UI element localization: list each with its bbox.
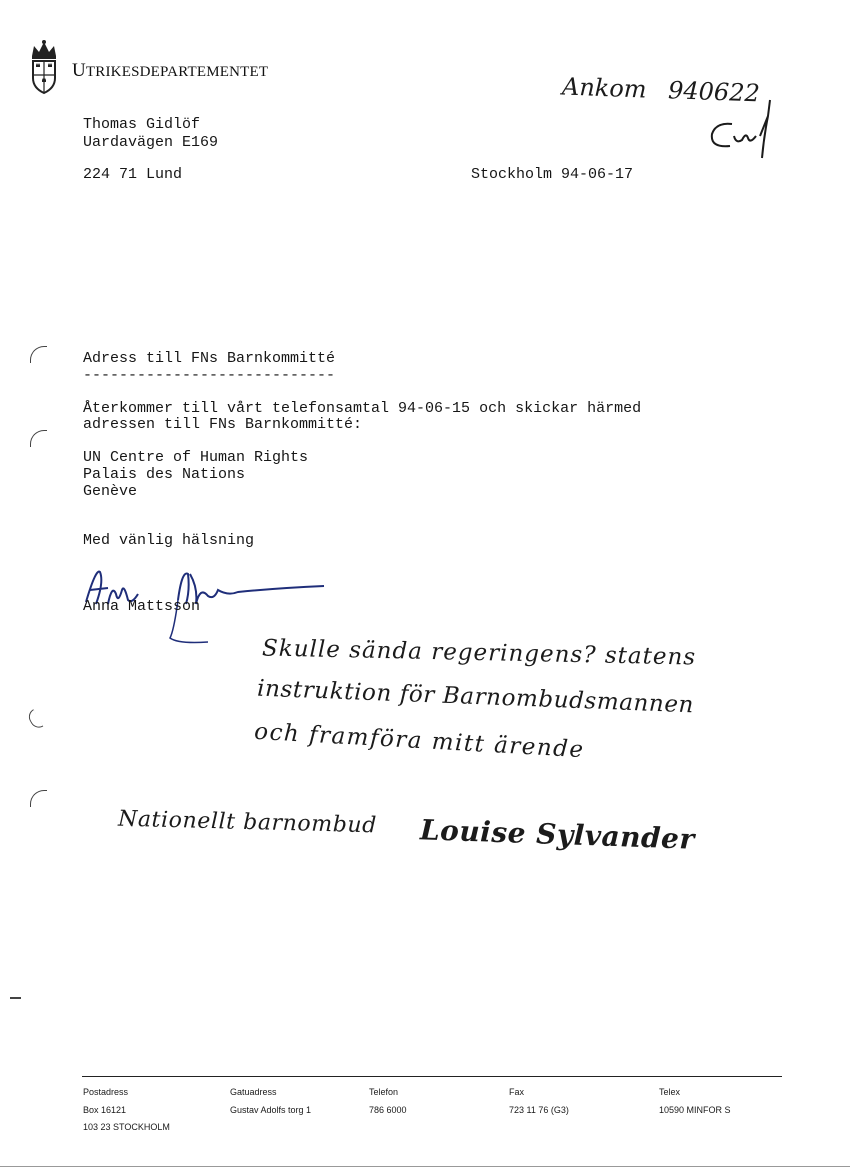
handwritten-note-line-4a: Nationellt barnombud — [117, 806, 378, 839]
place-date: Stockholm 94-06-17 — [471, 166, 634, 183]
footer-gatuadress-line-1: Gustav Adolfs torg 1 — [230, 1105, 312, 1115]
initials-mark-icon — [702, 96, 782, 166]
footer-telefon-line-1: 786 6000 — [369, 1105, 407, 1115]
org-initial: U — [72, 60, 86, 81]
margin-tick — [10, 997, 21, 999]
punch-mark-1 — [30, 346, 47, 363]
closing: Med vänlig hälsning — [83, 532, 255, 549]
recipient-name: Thomas Gidlöf — [83, 116, 201, 133]
arrival-label: Ankom — [561, 72, 648, 104]
address-line-1: UN Centre of Human Rights — [83, 449, 309, 466]
recipient-street: Uardavägen E169 — [83, 134, 219, 151]
body-line-1: Återkommer till vårt telefonsamtal 94-06-15 och skickar härmed — [83, 400, 642, 417]
recipient-postal: 224 71 Lund — [83, 166, 183, 183]
letterhead-org-name — [72, 60, 268, 82]
punch-mark-4 — [30, 790, 47, 807]
footer-fax-line-1: 723 11 76 (G3) — [509, 1105, 569, 1115]
footer-telex-line-1: 10590 MINFOR S — [659, 1105, 731, 1115]
handwritten-note-line-3: och framföra mitt ärende — [253, 718, 586, 764]
handwritten-note-line-2: instruktion för Barnombudsmannen — [256, 675, 695, 719]
subject-title: Adress till FNs Barnkommitté — [83, 350, 336, 367]
footer-label-telex: Telex — [659, 1087, 681, 1097]
arrival-date: 940622 — [667, 76, 761, 108]
crest-icon — [24, 38, 64, 96]
address-line-2: Palais des Nations — [83, 466, 246, 483]
punch-mark-2 — [30, 430, 47, 447]
footer-label-fax: Fax — [509, 1087, 525, 1097]
bottom-edge-line — [0, 1166, 850, 1167]
footer-rule — [82, 1076, 782, 1077]
signer-name: Anna Mattsson — [83, 598, 201, 615]
footer-postadress-line-2: 103 23 STOCKHOLM — [83, 1122, 170, 1132]
body-line-2: adressen till FNs Barnkommitté: — [83, 416, 363, 433]
address-line-3: Genève — [83, 483, 138, 500]
footer-label-postadress: Postadress — [83, 1087, 129, 1097]
org-rest: TRIKESDEPARTEMENTET — [85, 64, 269, 80]
handwritten-note-line-1: Skulle sända regeringens? statens — [261, 635, 697, 671]
punch-mark-3 — [26, 709, 44, 731]
handwritten-note-line-4b: Louise Sylvander — [419, 813, 696, 856]
subject-underline: ---------------------------- — [83, 367, 336, 384]
footer-postadress-line-1: Box 16121 — [83, 1105, 127, 1115]
footer-label-gatuadress: Gatuadress — [230, 1087, 277, 1097]
footer-label-telefon: Telefon — [369, 1087, 399, 1097]
